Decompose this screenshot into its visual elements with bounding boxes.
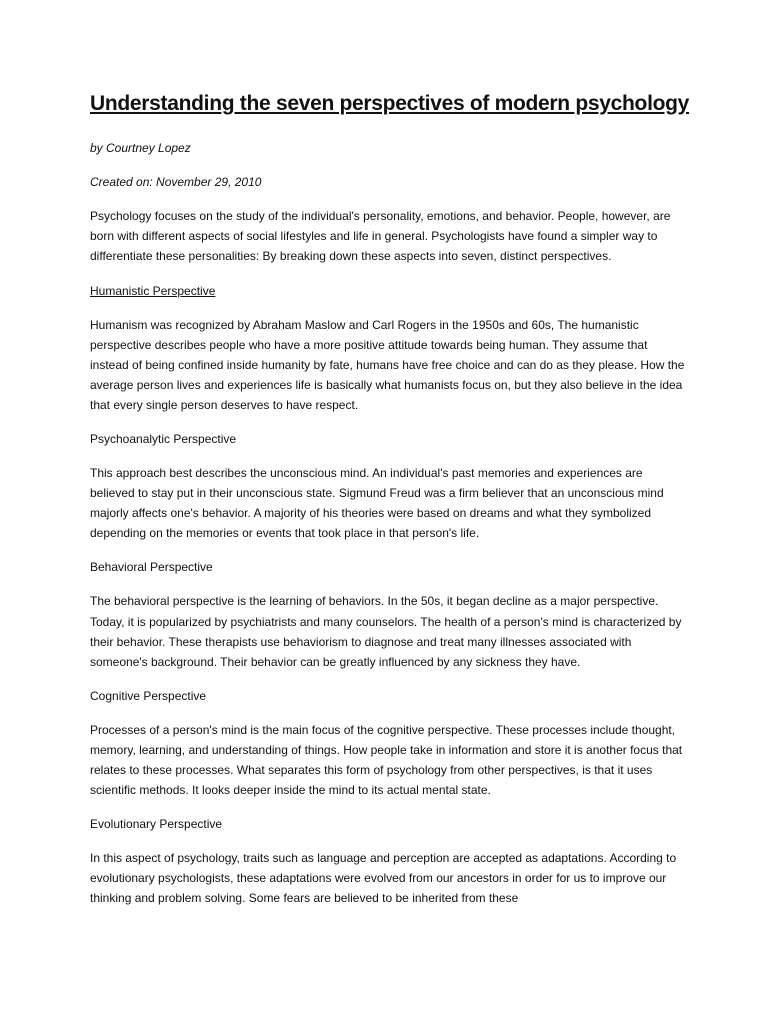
section-heading-cognitive: Cognitive Perspective — [90, 688, 207, 703]
intro-paragraph: Psychology focuses on the study of the individual's personality, emotions, and behavior. People, however, are born with different aspects of social lifestyles and life in general. Psychologists have found a simpler way to differentiate these personalities: By breaking down these aspects into seven, distinct perspectives. — [90, 209, 671, 264]
section-body-psychoanalytic: This approach best describes the unconscious mind. An individual's past memories and experiences are believed to stay put in their unconscious state. Sigmund Freud was a firm believer that an unconscious mind majorly affects one's behavior. A majority of his theories were based on dreams and what they symbolized depending on the memories or events that took place in that person's life. — [90, 466, 664, 541]
section-body-behavioral: The behavioral perspective is the learning of behaviors. In the 50s, it began decline as a major perspective. Today, it is popularized by psychiatrists and many counselors. The health of a person's mind is characterized by their behavior. These therapists use behaviorism to diagnose and treat many illnesses associated with someone's background. Their behavior can be greatly influenced by any sickness they have. — [90, 594, 682, 669]
section-heading-humanistic: Humanistic Perspective — [90, 283, 216, 298]
section-body-cognitive: Processes of a person's mind is the main focus of the cognitive perspective. These processes include thought, memory, learning, and understanding of things. How people take in information and store it is another focus that relates to these processes. What separates this form of psychology from other perspectives, is that it uses scientific methods. It looks deeper inside the mind to its actual mental state. — [90, 722, 683, 798]
section-heading-behavioral: Behavioral Perspective — [90, 560, 213, 575]
section-body-evolutionary: In this aspect of psychology, traits such as language and perception are accepted as adaptations. According to evolutionary psychologists, these adaptations were evolved from our ancestors in order for us to improve our thinking and problem solving. Some fears are believed to be inherited from these — [90, 851, 677, 906]
section-heading-psychoanalytic: Psychoanalytic Perspective — [90, 432, 237, 447]
created-date: Created on: November 29, 2010 — [90, 175, 262, 190]
section-heading-evolutionary: Evolutionary Perspective — [90, 817, 223, 832]
document-title: Understanding the seven perspectives of modern psychology — [90, 92, 690, 115]
section-body-humanistic: Humanism was recognized by Abraham Maslow and Carl Rogers in the 1950s and 60s, The humanistic perspective describes people who have a more positive attitude towards being human. They assume that instead of being confined inside humanity by fate, humans have free choice and can do as they please. How the average person lives and experiences life is basically what humanists focus on, but they also believe in the idea that every single person deserves to have respect. — [90, 317, 685, 412]
author-line: by Courtney Lopez — [90, 141, 191, 156]
